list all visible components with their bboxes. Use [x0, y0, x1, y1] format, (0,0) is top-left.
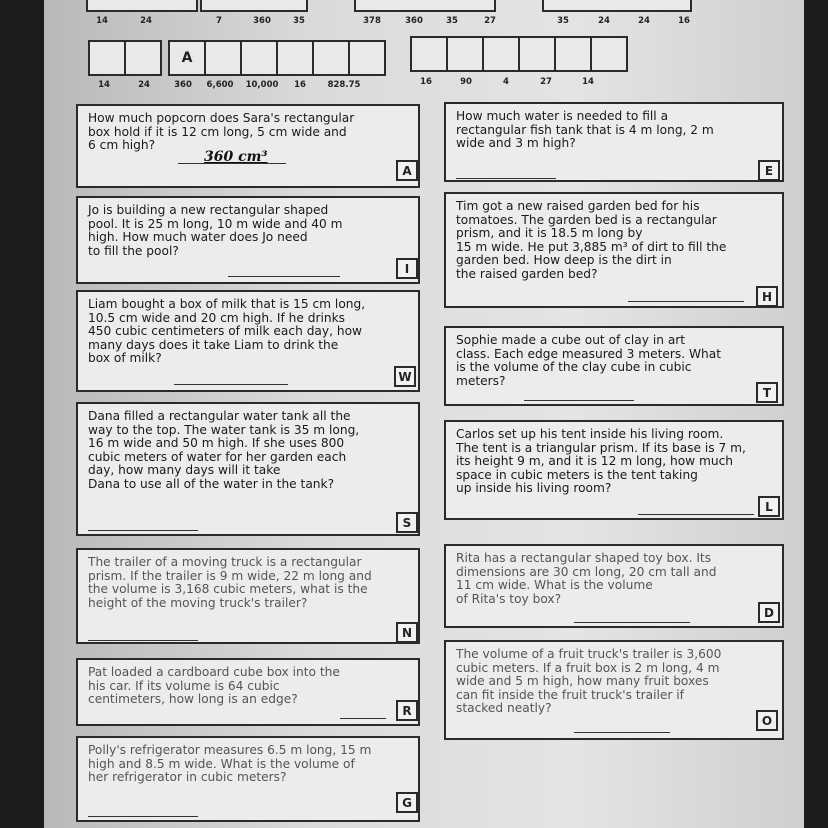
question-card-l	[444, 420, 784, 520]
question-text: Sophie made a cube out of clay in art class. Each edge measured 3 meters. What is the volume of the clay cube in cubic meters?	[456, 333, 721, 388]
question-card-w	[76, 290, 420, 392]
code-letter-box	[410, 36, 448, 72]
top-number: 14	[96, 16, 108, 26]
code-number: 27	[540, 77, 552, 87]
question-text: How much water is needed to fill a rectangular fish tank that is 4 m long, 2 m wide and 3 m high?	[456, 109, 714, 151]
code-letter-box	[348, 40, 386, 76]
question-text: Pat loaded a cardboard cube box into the his car. If its volume is 64 cubic centimeters, how long is an edge?	[88, 665, 340, 707]
letter-badge: T	[756, 382, 778, 403]
code-letter-box	[482, 36, 520, 72]
code-number: 14	[582, 77, 594, 87]
answer-line[interactable]	[88, 530, 198, 531]
code-letter-box	[312, 40, 350, 76]
top-code-box-4	[542, 0, 692, 12]
code-number: 828.75	[327, 80, 361, 90]
code-number: 16	[420, 77, 432, 87]
code-number: 6,600	[206, 80, 234, 90]
question-card-i	[76, 196, 420, 284]
worksheet	[44, 0, 804, 828]
letter-badge: O	[756, 710, 778, 731]
answer-line[interactable]	[628, 301, 744, 302]
code-letter-box: A	[168, 40, 206, 76]
code-number: 14	[98, 80, 110, 90]
code-letter-box	[518, 36, 556, 72]
top-code-box-1	[86, 0, 198, 12]
question-card-s	[76, 402, 420, 536]
answer-line[interactable]	[340, 718, 386, 719]
letter-badge: A	[396, 160, 418, 181]
top-number: 24	[140, 16, 152, 26]
code-letter-box	[554, 36, 592, 72]
answer-line[interactable]	[88, 640, 198, 641]
code-letter-box	[590, 36, 628, 72]
top-number: 16	[678, 16, 690, 26]
question-card-r	[76, 658, 420, 726]
code-number: 16	[294, 80, 306, 90]
top-number: 35	[557, 16, 569, 26]
letter-badge: R	[396, 700, 418, 721]
question-card-a	[76, 104, 420, 188]
code-letter-box	[204, 40, 242, 76]
question-card-e	[444, 102, 784, 182]
letter-badge: D	[758, 602, 780, 623]
code-number: 360	[174, 80, 192, 90]
top-number: 27	[484, 16, 496, 26]
question-card-d	[444, 544, 784, 628]
question-card-n	[76, 548, 420, 644]
question-card-g	[76, 736, 420, 822]
code-letter-box	[446, 36, 484, 72]
top-number: 24	[598, 16, 610, 26]
answer-line[interactable]	[524, 400, 634, 401]
answer-line[interactable]	[174, 384, 288, 385]
top-number: 35	[446, 16, 458, 26]
answer-line[interactable]	[456, 178, 556, 179]
code-number: 10,000	[245, 80, 279, 90]
question-text: Tim got a new raised garden bed for his tomatoes. The garden bed is a rectangular prism, and it is 18.5 m long by 15 m wide. He put 3,885 m³ of dirt to fill the garden bed. How deep is the dirt in the raised garden bed?	[456, 199, 727, 281]
letter-badge: G	[396, 792, 418, 813]
question-text: Dana filled a rectangular water tank all the way to the top. The water tank is 35 m long, 16 m wide and 50 m high. If she uses 800 cubic meters of water for her garden each day, how many days will it take Dana to use all of the water in the tank?	[88, 409, 360, 491]
letter-badge: W	[394, 366, 416, 387]
question-text: Polly's refrigerator measures 6.5 m long, 15 m high and 8.5 m wide. What is the volume of her refrigerator in cubic meters?	[88, 743, 372, 785]
answer-line[interactable]	[178, 163, 286, 164]
code-number: 24	[138, 80, 150, 90]
question-card-h	[444, 192, 784, 308]
top-number: 7	[216, 16, 222, 26]
question-card-t	[444, 326, 784, 406]
answer-line[interactable]	[638, 514, 754, 515]
question-text: How much popcorn does Sara's rectangular box hold if it is 12 cm long, 5 cm wide and 6 cm high?	[88, 111, 355, 153]
answer-text: 360 cm³	[204, 149, 268, 165]
code-number: 90	[460, 77, 472, 87]
answer-line[interactable]	[574, 622, 690, 623]
code-letter-box	[240, 40, 278, 76]
question-text: Liam bought a box of milk that is 15 cm long, 10.5 cm wide and 20 cm high. If he drinks 450 cubic centimeters of milk each day, how many days does it take Liam to drink the box of milk?	[88, 297, 366, 366]
top-number: 35	[293, 16, 305, 26]
code-number: 4	[503, 77, 509, 87]
letter-badge: N	[396, 622, 418, 643]
question-card-o	[444, 640, 784, 740]
answer-line[interactable]	[574, 732, 670, 733]
question-text: Jo is building a new rectangular shaped pool. It is 25 m long, 10 m wide and 40 m high. How much water does Jo need to fill the pool?	[88, 203, 343, 258]
top-code-box-2	[200, 0, 308, 12]
top-code-box-3	[354, 0, 496, 12]
question-text: Carlos set up his tent inside his living room. The tent is a triangular prism. If its base is 7 m, its height 9 m, and it is 12 m long, how much space in cubic meters is the tent taking up inside his living room?	[456, 427, 746, 496]
letter-badge: S	[396, 512, 418, 533]
answer-line[interactable]	[228, 276, 340, 277]
top-number: 360	[405, 16, 423, 26]
letter-badge: L	[758, 496, 780, 517]
question-text: The volume of a fruit truck's trailer is 3,600 cubic meters. If a fruit box is 2 m long, 4 m wide and 5 m high, how many fruit boxes can fit inside the fruit truck's trailer if stacked neatly?	[456, 647, 722, 716]
answer-line[interactable]	[88, 816, 198, 817]
top-number: 24	[638, 16, 650, 26]
code-letter-box	[124, 40, 162, 76]
letter-badge: E	[758, 160, 780, 181]
letter-badge: I	[396, 258, 418, 279]
code-letter-box	[276, 40, 314, 76]
letter-badge: H	[756, 286, 778, 307]
top-number: 360	[253, 16, 271, 26]
top-number: 378	[363, 16, 381, 26]
code-letter-box	[88, 40, 126, 76]
question-text: Rita has a rectangular shaped toy box. Its dimensions are 30 cm long, 20 cm tall and 11 cm wide. What is the volume of Rita's toy box?	[456, 551, 717, 606]
question-text: The trailer of a moving truck is a rectangular prism. If the trailer is 9 m wide, 22 m long and the volume is 3,168 cubic meters, what is the height of the moving truck's trailer?	[88, 555, 372, 610]
